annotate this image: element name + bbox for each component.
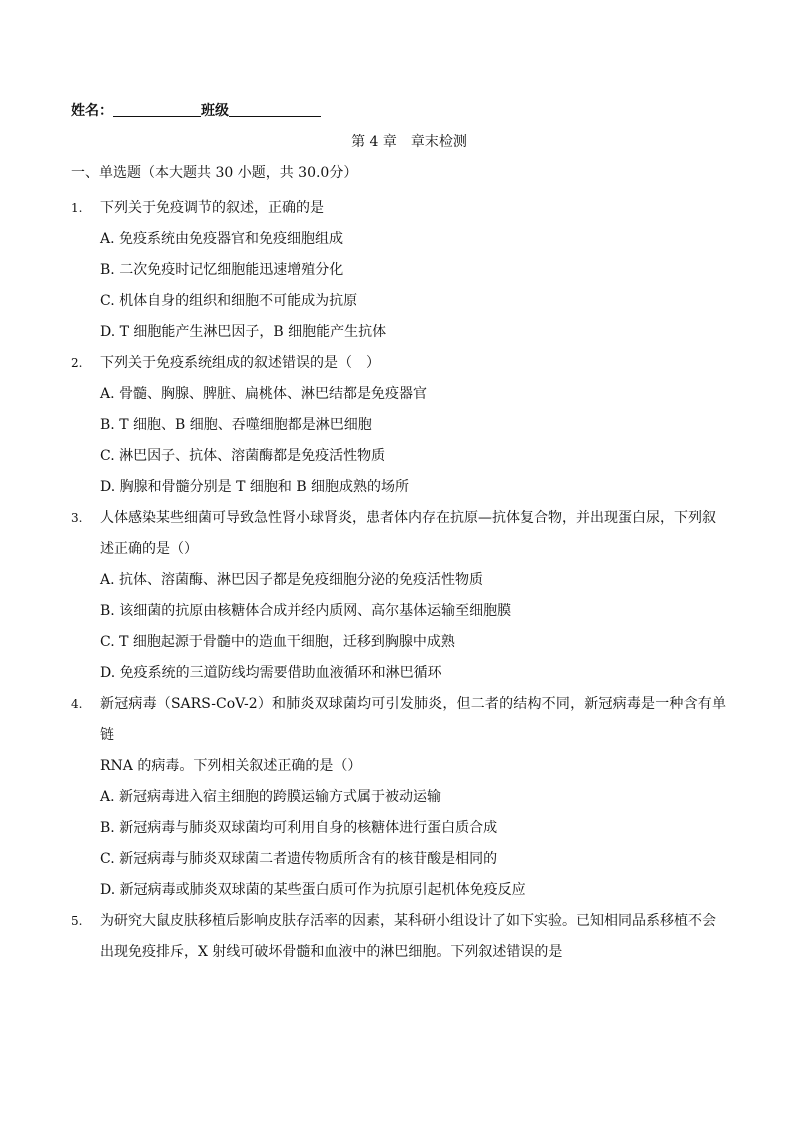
question-stem-line: 述正确的是（） xyxy=(100,541,198,557)
question-item xyxy=(71,689,726,906)
question-stem xyxy=(100,503,726,565)
name-blank[interactable] xyxy=(113,100,201,117)
student-info-line xyxy=(71,100,321,122)
question-stem-line: RNA 的病毒。下列相关叙述正确的是（） xyxy=(100,758,362,774)
class-blank[interactable] xyxy=(229,100,321,117)
answer-option[interactable]: A. 新冠病毒进入宿主细胞的跨膜运输方式属于被动运输 xyxy=(100,789,442,805)
question-stem xyxy=(100,689,726,782)
answer-option[interactable]: A. 抗体、溶菌酶、淋巴因子都是免疫细胞分泌的免疫活性物质 xyxy=(100,572,484,588)
answer-option[interactable]: D. 免疫系统的三道防线均需要借助血液循环和淋巴循环 xyxy=(100,665,442,681)
chapter-name: 章末检测 xyxy=(410,134,467,150)
question-stem-line: 下列关于免疫调节的叙述，正确的是 xyxy=(100,200,324,216)
answer-option[interactable]: B. 二次免疫时记忆细胞能迅速增殖分化 xyxy=(100,262,344,278)
answer-option[interactable]: D. 胸腺和骨髓分别是 T 细胞和 B 细胞成熟的场所 xyxy=(100,479,410,495)
option-list xyxy=(71,224,726,348)
question-number: 1. xyxy=(71,201,83,215)
question-stem xyxy=(100,906,726,968)
answer-option[interactable]: B. 新冠病毒与肺炎双球菌均可利用自身的核糖体进行蛋白质合成 xyxy=(100,820,498,836)
question-item xyxy=(71,503,726,689)
question-stem-line: 出现免疫排斥，X 射线可破坏骨髓和血液中的淋巴细胞。下列叙述错误的是 xyxy=(100,944,563,960)
answer-option[interactable]: A. 骨髓、胸腺、脾脏、扁桃体、淋巴结都是免疫器官 xyxy=(100,386,428,402)
question-stem-line: 下列关于免疫系统组成的叙述错误的是（ ） xyxy=(100,355,380,371)
answer-option[interactable]: B. 该细菌的抗原由核糖体合成并经内质网、高尔基体运输至细胞膜 xyxy=(100,603,512,619)
name-label: 姓名： xyxy=(71,103,113,119)
question-stem xyxy=(100,193,726,224)
question-stem-line: 新冠病毒（SARS-CoV-2）和肺炎双球菌均可引发肺炎，但二者的结构不同，新冠病毒是一种含有单链 xyxy=(100,696,726,743)
answer-option[interactable]: C. T 细胞起源于骨髓中的造血干细胞，迁移到胸腺中成熟 xyxy=(100,634,455,650)
answer-option[interactable]: C. 淋巴因子、抗体、溶菌酶都是免疫活性物质 xyxy=(100,448,386,464)
section-heading: 一、单选题（本大题共 30 小题，共 30.0分） xyxy=(71,165,358,181)
question-list xyxy=(71,193,726,968)
question-item xyxy=(71,906,726,968)
answer-option[interactable]: A. 免疫系统由免疫器官和免疫细胞组成 xyxy=(100,231,344,247)
answer-option[interactable]: B. T 细胞、B 细胞、吞噬细胞都是淋巴细胞 xyxy=(100,417,372,433)
answer-option[interactable]: D. T 细胞能产生淋巴因子，B 细胞能产生抗体 xyxy=(100,324,387,340)
question-number: 2. xyxy=(71,356,83,370)
question-stem-line: 人体感染某些细菌可导致急性肾小球肾炎，患者体内存在抗原—抗体复合物，并出现蛋白尿，下列叙 xyxy=(100,510,716,526)
option-list xyxy=(71,782,726,906)
chapter-number: 第 4 章 xyxy=(351,134,397,150)
answer-option[interactable]: C. 机体自身的组织和细胞不可能成为抗原 xyxy=(100,293,358,309)
question-stem xyxy=(100,348,726,379)
question-stem-line: 为研究大鼠皮肤移植后影响皮肤存活率的因素，某科研小组设计了如下实验。已知相同品系移植不会 xyxy=(100,913,716,929)
answer-option[interactable]: D. 新冠病毒或肺炎双球菌的某些蛋白质可作为抗原引起机体免疫反应 xyxy=(100,882,526,898)
option-list xyxy=(71,565,726,689)
question-number: 5. xyxy=(71,914,83,928)
option-list xyxy=(71,379,726,503)
page-title xyxy=(0,131,794,153)
question-number: 3. xyxy=(71,511,83,525)
question-item xyxy=(71,193,726,348)
class-label: 班级 xyxy=(201,103,229,119)
question-item xyxy=(71,348,726,503)
answer-option[interactable]: C. 新冠病毒与肺炎双球菌二者遗传物质所含有的核苷酸是相同的 xyxy=(100,851,498,867)
question-number: 4. xyxy=(71,697,83,711)
